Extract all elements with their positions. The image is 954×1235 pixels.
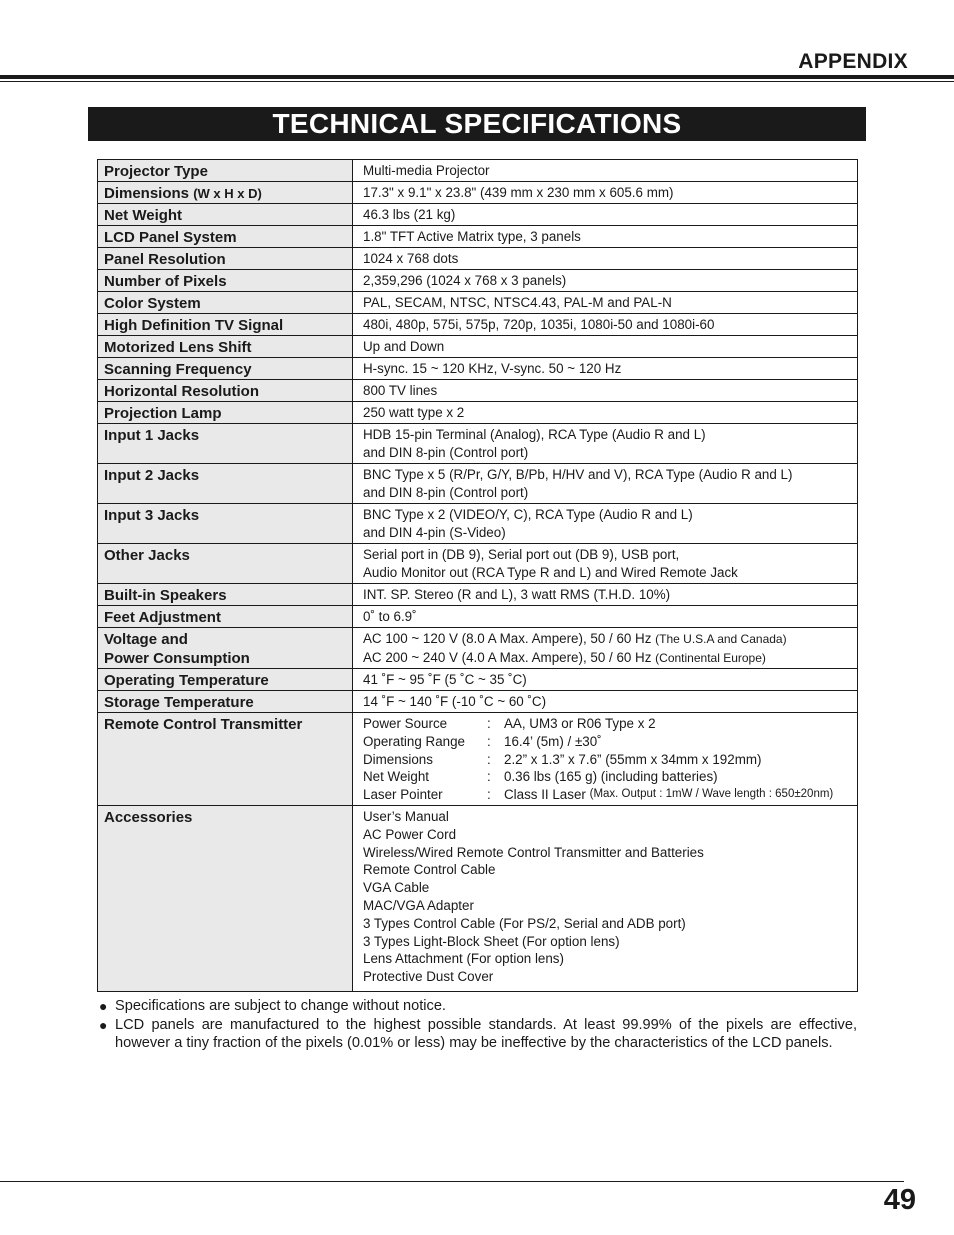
- spec-label: [98, 544, 353, 584]
- spec-value-line: Audio Monitor out (RCA Type R and L) and Wired Remote Jack: [363, 564, 738, 580]
- spec-value: [353, 270, 858, 292]
- spec-value: [353, 336, 858, 358]
- spec-value-line: 17.3" x 9.1" x 23.8" (439 mm x 230 mm x 605.6 mm): [363, 185, 674, 200]
- voltage-region-note-2: (Continental Europe): [655, 650, 766, 665]
- spec-label-text: Projection Lamp: [104, 405, 222, 422]
- spec-value-line: INT. SP. Stereo (R and L), 3 watt RMS (T.H.D. 10%): [363, 587, 671, 602]
- spec-value-line: and DIN 8-pin (Control port): [363, 444, 529, 460]
- bullet-icon: ●: [99, 1016, 108, 1033]
- spec-label: [98, 160, 353, 182]
- remote-spec-key: Power Source: [363, 716, 448, 731]
- spec-value: 41 ˚F ~ 95 ˚F (5 ˚C ~ 35 ˚C): [353, 669, 858, 691]
- remote-spec-separator: :: [487, 787, 491, 803]
- spec-value: [353, 713, 858, 806]
- spec-label-line: Power Consumption: [104, 650, 250, 667]
- spec-value-line: 46.3 lbs (21 kg): [363, 207, 456, 222]
- spec-value: [353, 584, 858, 606]
- spec-row: [98, 402, 858, 424]
- spec-label: [98, 504, 353, 544]
- spec-label: [98, 424, 353, 464]
- spec-label: [98, 226, 353, 248]
- spec-value-line: 1024 x 768 dots: [363, 251, 459, 266]
- accessory-item: MAC/VGA Adapter: [363, 897, 474, 913]
- spec-value: [353, 402, 858, 424]
- spec-label-text: Input 3 Jacks: [104, 507, 200, 524]
- spec-label: [98, 248, 353, 270]
- spec-label: [98, 606, 353, 628]
- spec-row-voltage: [98, 628, 858, 669]
- spec-label-suffix: (W x H x D): [193, 186, 262, 201]
- spec-label: [98, 182, 353, 204]
- remote-spec-row: [363, 733, 847, 751]
- page-title: TECHNICAL SPECIFICATIONS: [88, 107, 866, 141]
- spec-value-line: and DIN 8-pin (Control port): [363, 484, 529, 500]
- spec-label-text: Input 1 Jacks: [104, 427, 200, 444]
- spec-value-line: 1.8" TFT Active Matrix type, 3 panels: [363, 229, 581, 244]
- spec-label: [98, 270, 353, 292]
- spec-value: [353, 314, 858, 336]
- spec-value: [353, 380, 858, 402]
- accessory-item: VGA Cable: [363, 880, 430, 896]
- remote-spec-key: Net Weight: [363, 769, 429, 785]
- spec-row: [98, 584, 858, 606]
- spec-label-text: Scanning Frequency: [104, 361, 252, 378]
- spec-row-operating-temperature: [98, 669, 858, 691]
- header-rule-thin: [0, 81, 954, 82]
- footnote-item: [99, 1016, 857, 1053]
- remote-spec-value: Class II Laser: [504, 787, 586, 803]
- spec-value: [353, 424, 858, 464]
- spec-value-line: HDB 15-pin Terminal (Analog), RCA Type (Audio R and L): [363, 427, 706, 442]
- remote-spec-key: Operating Range: [363, 733, 465, 749]
- spec-value-line: H-sync. 15 ~ 120 KHz, V-sync. 50 ~ 120 Hz: [363, 361, 622, 376]
- spec-row: [98, 248, 858, 270]
- spec-value-line: 250 watt type x 2: [363, 405, 465, 420]
- spec-value: 14 ˚F ~ 140 ˚F (-10 ˚C ~ 60 ˚C): [353, 691, 858, 713]
- spec-label-text: Built-in Speakers: [104, 587, 227, 604]
- spec-value: [353, 606, 858, 628]
- spec-value: [353, 504, 858, 544]
- voltage-region-note-1: (The U.S.A and Canada): [655, 632, 787, 646]
- spec-label-text: Dimensions: [104, 185, 190, 202]
- specifications-body: [98, 160, 858, 992]
- spec-label-text: Projector Type: [104, 163, 208, 180]
- spec-value-line: BNC Type x 2 (VIDEO/Y, C), RCA Type (Audio R and L): [363, 507, 693, 522]
- spec-label-text: Input 2 Jacks: [104, 467, 200, 484]
- spec-label-text: Number of Pixels: [104, 273, 227, 290]
- remote-spec-separator: :: [487, 733, 491, 749]
- spec-value: [353, 358, 858, 380]
- remote-spec-key: Dimensions: [363, 751, 433, 767]
- footnote-text: Specifications are subject to change without notice.: [115, 998, 446, 1014]
- spec-label: [98, 380, 353, 402]
- spec-row-accessories: [98, 806, 858, 992]
- spec-label-text: Feet Adjustment: [104, 609, 221, 626]
- spec-value: [353, 182, 858, 204]
- spec-value-line: Up and Down: [363, 339, 445, 354]
- spec-value-line: 2,359,296 (1024 x 768 x 3 panels): [363, 273, 567, 288]
- spec-label-line: Voltage and: [104, 631, 188, 648]
- spec-row: [98, 292, 858, 314]
- page-number: 49: [883, 1184, 916, 1216]
- spec-label-text: High Definition TV Signal: [104, 317, 284, 334]
- spec-row: [98, 160, 858, 182]
- spec-value: [353, 248, 858, 270]
- accessory-item: 3 Types Control Cable (For PS/2, Serial and ADB port): [363, 915, 686, 931]
- remote-spec-row: [363, 786, 847, 804]
- remote-spec-key: Laser Pointer: [363, 787, 443, 803]
- spec-row: [98, 504, 858, 544]
- footnote-text: LCD panels are manufactured to the highest possible standards. At least 99.99% of the pixels are effective, however a tiny fraction of the pixels (0.01% or less) may be ineffective by the characteristics of the LCD panels.: [115, 1016, 857, 1051]
- spec-row: [98, 424, 858, 464]
- spec-row-storage-temperature: [98, 691, 858, 713]
- remote-spec-row: [363, 751, 847, 769]
- spec-row: [98, 544, 858, 584]
- remote-spec-value: 2.2” x 1.3” x 7.6” (55mm x 34mm x 192mm): [504, 751, 762, 767]
- spec-row: [98, 336, 858, 358]
- spec-row: [98, 182, 858, 204]
- accessory-item: AC Power Cord: [363, 826, 457, 842]
- spec-value-line: BNC Type x 5 (R/Pr, G/Y, B/Pb, H/HV and V), RCA Type (Audio R and L): [363, 467, 793, 482]
- voltage-line-1: AC 100 ~ 120 V (8.0 A Max. Ampere), 50 / 60 Hz: [363, 631, 652, 646]
- spec-label-text: Color System: [104, 295, 201, 312]
- spec-label: [98, 584, 353, 606]
- accessory-item: Protective Dust Cover: [363, 969, 494, 985]
- footer-rule: [0, 1181, 904, 1182]
- remote-spec-row: [363, 768, 847, 786]
- spec-label-text: Panel Resolution: [104, 251, 226, 268]
- spec-label: [98, 358, 353, 380]
- spec-value-line: Multi-media Projector: [363, 163, 490, 178]
- header-rule: [0, 75, 954, 79]
- spec-row: [98, 270, 858, 292]
- spec-value: [353, 160, 858, 182]
- spec-label: Operating Temperature: [98, 669, 353, 691]
- spec-label: Storage Temperature: [98, 691, 353, 713]
- spec-value-line: and DIN 4-pin (S-Video): [363, 524, 506, 540]
- spec-label-text: Other Jacks: [104, 547, 190, 564]
- remote-spec-separator: :: [487, 769, 491, 785]
- spec-label: [98, 402, 353, 424]
- spec-value: [353, 464, 858, 504]
- spec-row: [98, 358, 858, 380]
- spec-value: [353, 806, 858, 992]
- accessory-item: Wireless/Wired Remote Control Transmitter and Batteries: [363, 844, 704, 860]
- footnotes: [99, 997, 857, 1053]
- accessory-item: User’s Manual: [363, 809, 449, 824]
- spec-row: [98, 380, 858, 402]
- spec-label-text: LCD Panel System: [104, 229, 237, 246]
- spec-label: [98, 314, 353, 336]
- spec-value-line: 800 TV lines: [363, 383, 438, 398]
- spec-label: [98, 292, 353, 314]
- remote-spec-row: [363, 715, 847, 733]
- bullet-icon: ●: [99, 998, 108, 1014]
- remote-spec-value: 0.36 lbs (165 g) (including batteries): [504, 769, 718, 785]
- spec-row-remote-control: [98, 713, 858, 806]
- remote-spec-separator: :: [487, 751, 491, 767]
- spec-label-text: Net Weight: [104, 207, 183, 224]
- spec-label: [98, 464, 353, 504]
- spec-value: [353, 544, 858, 584]
- spec-value: [353, 628, 858, 669]
- accessory-item: Remote Control Cable: [363, 862, 496, 878]
- accessory-item: 3 Types Light-Block Sheet (For option lens): [363, 933, 620, 949]
- spec-value: [353, 292, 858, 314]
- remote-spec-separator: :: [487, 716, 491, 731]
- voltage-line-2: AC 200 ~ 240 V (4.0 A Max. Ampere), 50 / 60 Hz: [363, 649, 652, 665]
- spec-value: [353, 204, 858, 226]
- spec-value-line: PAL, SECAM, NTSC, NTSC4.43, PAL-M and PAL-N: [363, 295, 672, 310]
- spec-value-line: [363, 630, 847, 649]
- remote-spec-value: AA, UM3 or R06 Type x 2: [504, 716, 656, 731]
- spec-row: [98, 204, 858, 226]
- spec-value-line: 480i, 480p, 575i, 575p, 720p, 1035i, 1080i-50 and 1080i-60: [363, 317, 715, 332]
- spec-label: Accessories: [98, 806, 353, 992]
- spec-label-text: Horizontal Resolution: [104, 383, 259, 400]
- spec-value: [353, 226, 858, 248]
- spec-label-text: Motorized Lens Shift: [104, 339, 252, 356]
- spec-value-line: 0˚ to 6.9˚: [363, 609, 417, 624]
- section-label: APPENDIX: [798, 50, 908, 73]
- spec-label: Remote Control Transmitter: [98, 713, 353, 806]
- spec-label: [98, 204, 353, 226]
- spec-row: [98, 226, 858, 248]
- specifications-table: [97, 159, 858, 992]
- spec-value-line: [363, 649, 847, 668]
- footnote-item: [99, 997, 857, 1016]
- spec-row: [98, 464, 858, 504]
- spec-row: [98, 314, 858, 336]
- spec-label: [98, 628, 353, 669]
- spec-row: [98, 606, 858, 628]
- accessory-item: Lens Attachment (For option lens): [363, 951, 564, 967]
- laser-output-note: (Max. Output : 1mW / Wave length : 650±20nm): [589, 788, 834, 801]
- remote-spec-value: 16.4’ (5m) / ±30˚: [504, 733, 602, 749]
- spec-value-line: Serial port in (DB 9), Serial port out (DB 9), USB port,: [363, 547, 680, 562]
- spec-label: [98, 336, 353, 358]
